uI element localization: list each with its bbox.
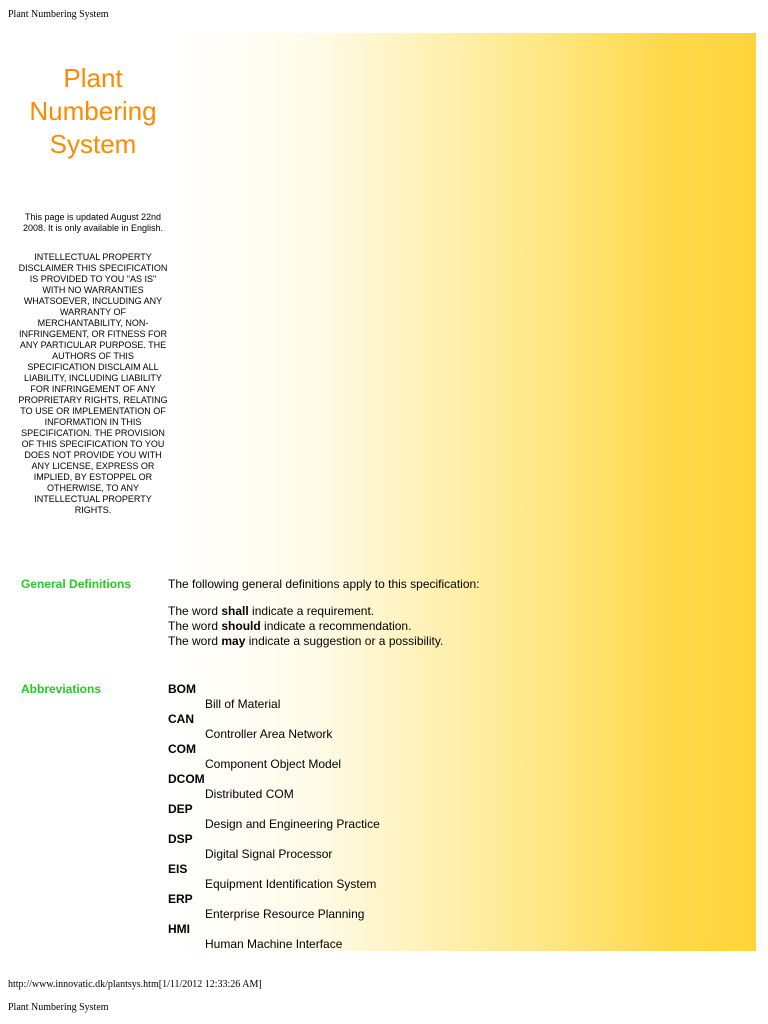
abbreviation-description: Design and Engineering Practice: [205, 817, 380, 831]
abbreviation-term: DCOM: [168, 772, 205, 786]
definition-term: should: [221, 619, 261, 633]
abbreviation-term: DEP: [168, 802, 193, 816]
abbreviation-description: Distributed COM: [205, 787, 294, 801]
abbreviation-term: EIS: [168, 862, 188, 876]
abbreviation-description: Digital Signal Processor: [205, 847, 333, 861]
abbreviation-term: ERP: [168, 892, 193, 906]
general-definitions-heading: General Definitions: [21, 577, 132, 591]
definition-suffix: indicate a suggestion or a possibility.: [245, 634, 444, 648]
site-title: Plant Numbering System: [29, 63, 157, 159]
abbreviations-list: [168, 682, 380, 952]
abbreviation-term: HMI: [168, 922, 190, 936]
abbreviations-heading: Abbreviations: [21, 682, 102, 696]
definition-prefix: The word: [168, 634, 222, 648]
abbreviation-term: COM: [168, 742, 196, 756]
definitions-intro: The following general definitions apply to this specification:: [168, 577, 480, 591]
definitions-list: [168, 604, 443, 649]
abbreviation-description: Component Object Model: [205, 757, 342, 771]
abbreviation-description: Controller Area Network: [205, 727, 333, 741]
print-footer-title: Plant Numbering System: [8, 1002, 109, 1013]
abbreviation-description: Bill of Material: [205, 697, 281, 711]
left-column: [10, 33, 176, 951]
update-note: This page is updated August 22nd 2008. It is only available in English.: [22, 212, 164, 233]
definition-line: [168, 634, 443, 649]
print-footer-url: http://www.innovatic.dk/plantsys.htm[1/11/2012 12:33:26 AM]: [8, 979, 262, 990]
definition-prefix: The word: [168, 619, 222, 633]
abbreviation-term: DSP: [168, 832, 193, 846]
abbreviation-description: Enterprise Resource Planning: [205, 907, 365, 921]
abbreviation-term: CAN: [168, 712, 194, 726]
definition-suffix: indicate a recommendation.: [260, 619, 412, 633]
definition-line: [168, 619, 443, 634]
page-frame: [10, 33, 756, 951]
definition-suffix: indicate a requirement.: [248, 604, 375, 618]
definition-prefix: The word: [168, 604, 222, 618]
abbreviation-description: Human Machine Interface: [205, 937, 343, 951]
definition-term: shall: [221, 604, 249, 618]
definition-term: may: [221, 634, 246, 648]
abbreviation-description: Equipment Identification System: [205, 877, 377, 891]
definition-line: [168, 604, 443, 619]
abbreviation-term: BOM: [168, 682, 196, 696]
print-header: Plant Numbering System: [8, 9, 109, 20]
ip-disclaimer: INTELLECTUAL PROPERTY DISCLAIMER THIS SPECIFICATION IS PROVIDED TO YOU "AS IS" WITH NO WARRANTIES WHATSOEVER, INCLUDING ANY WARRANTY OF MERCHANTABILITY, NON-INFRINGEMENT, OR FITNESS FOR ANY PARTICULAR PURPOSE. THE AUTHORS OF THIS SPECIFICATION DISCLAIM ALL LIABILITY, INCLUDING LIABILITY FOR INFRINGEMENT OF ANY PROPRIETARY RIGHTS, RELATING TO USE OR IMPLEMENTATION OF INFORMATION IN THIS SPECIFICATION. THE PROVISION OF THIS SPECIFICATION TO YOU DOES NOT PROVIDE YOU WITH ANY LICENSE, EXPRESS OR IMPLIED, BY ESTOPPEL OR OTHERWISE, TO ANY INTELLECTUAL PROPERTY RIGHTS.: [18, 252, 168, 515]
